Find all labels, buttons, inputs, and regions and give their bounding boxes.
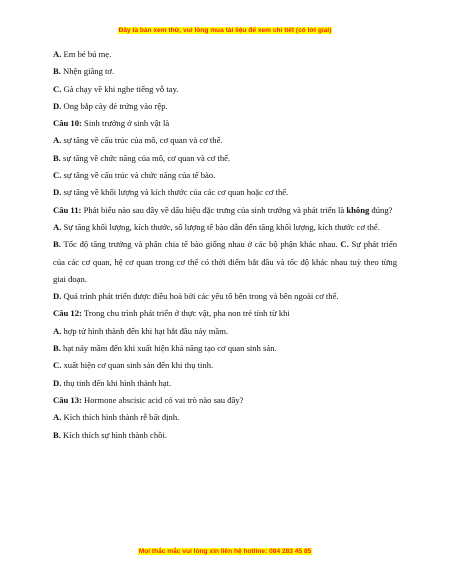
answer-option: A. Sự tăng khối lượng, kích thước, số lượng tế bào dẫn đến tăng khối lượng, kích thước cơ thể.	[53, 221, 380, 232]
document-body	[53, 46, 397, 444]
answer-option: D. Quá trình phát triển được điều hoà bởi các yếu tố bên trong và bên ngoài cơ thể.	[53, 291, 339, 302]
answer-option: B. hạt nảy mầm đến khi xuất hiện khả năng tạo cơ quan sinh sản.	[53, 343, 277, 354]
answer-option: A. Kích thích hình thành rễ bất định.	[53, 412, 180, 423]
question-11: Câu 11: Phát biểu nào sau đây về dấu hiệu đặc trưng của sinh trưởng và phát triển là không đúng?	[53, 204, 393, 215]
hotline-text: Mọi thắc mắc vui lòng xin liên hệ hotline: 084 283 45 85	[138, 548, 312, 555]
hotline-banner	[0, 548, 450, 555]
answer-option: B. sự tăng về chức năng của mô, cơ quan và cơ thể.	[53, 152, 231, 163]
answer-option: D. Ong bắp cày đẻ trứng vào rệp.	[53, 100, 168, 111]
answer-option: C. sự tăng về cấu trúc và chức năng của tế bào.	[53, 170, 216, 181]
question-10: Câu 10: Sinh trưởng ở sinh vật là	[53, 118, 170, 129]
answer-option: C. xuất hiện cơ quan sinh sản đến khi thụ tinh.	[53, 360, 214, 371]
answer-option: B. Nhện giăng tơ.	[53, 66, 115, 77]
answer-option: D. thụ tinh đến khi hình thành hạt.	[53, 377, 172, 388]
question-13: Câu 13: Hormone abscisic acid có vai trò nào sau đây?	[53, 394, 244, 405]
answer-option: C. Gà chạy về khi nghe tiếng vỗ tay.	[53, 83, 179, 94]
answer-option: B. Tốc độ tăng trưởng và phân chia tế bào giống nhau ở các bộ phận khác nhau. C. Sự phát triển của các cơ quan, hệ cơ quan trong cơ thể có thời điểm bắt đầu và tốc độ khác nhau tuỳ theo từng giai đoạn.	[53, 239, 397, 284]
answer-option: D. sự tăng về khối lượng và kích thước của các cơ quan hoặc cơ thể.	[53, 187, 289, 198]
preview-notice-banner	[0, 27, 450, 34]
answer-option: A. sự tăng về cấu trúc của mô, cơ quan và cơ thể.	[53, 135, 223, 146]
answer-option: B. Kích thích sự hình thành chồi.	[53, 429, 167, 440]
answer-option: A. Em bé bú mẹ.	[53, 49, 112, 59]
question-12: Câu 12: Trong chu trình phát triển ở thực vật, pha non trẻ tính từ khi	[53, 308, 290, 319]
preview-notice-text: Đây là bản xem thử, vui lòng mua tài liệu để xem chi tiết (có lời giải)	[118, 27, 332, 34]
answer-option: A. hợp tử hình thành đến khi hạt bắt đầu nảy mầm.	[53, 325, 229, 336]
